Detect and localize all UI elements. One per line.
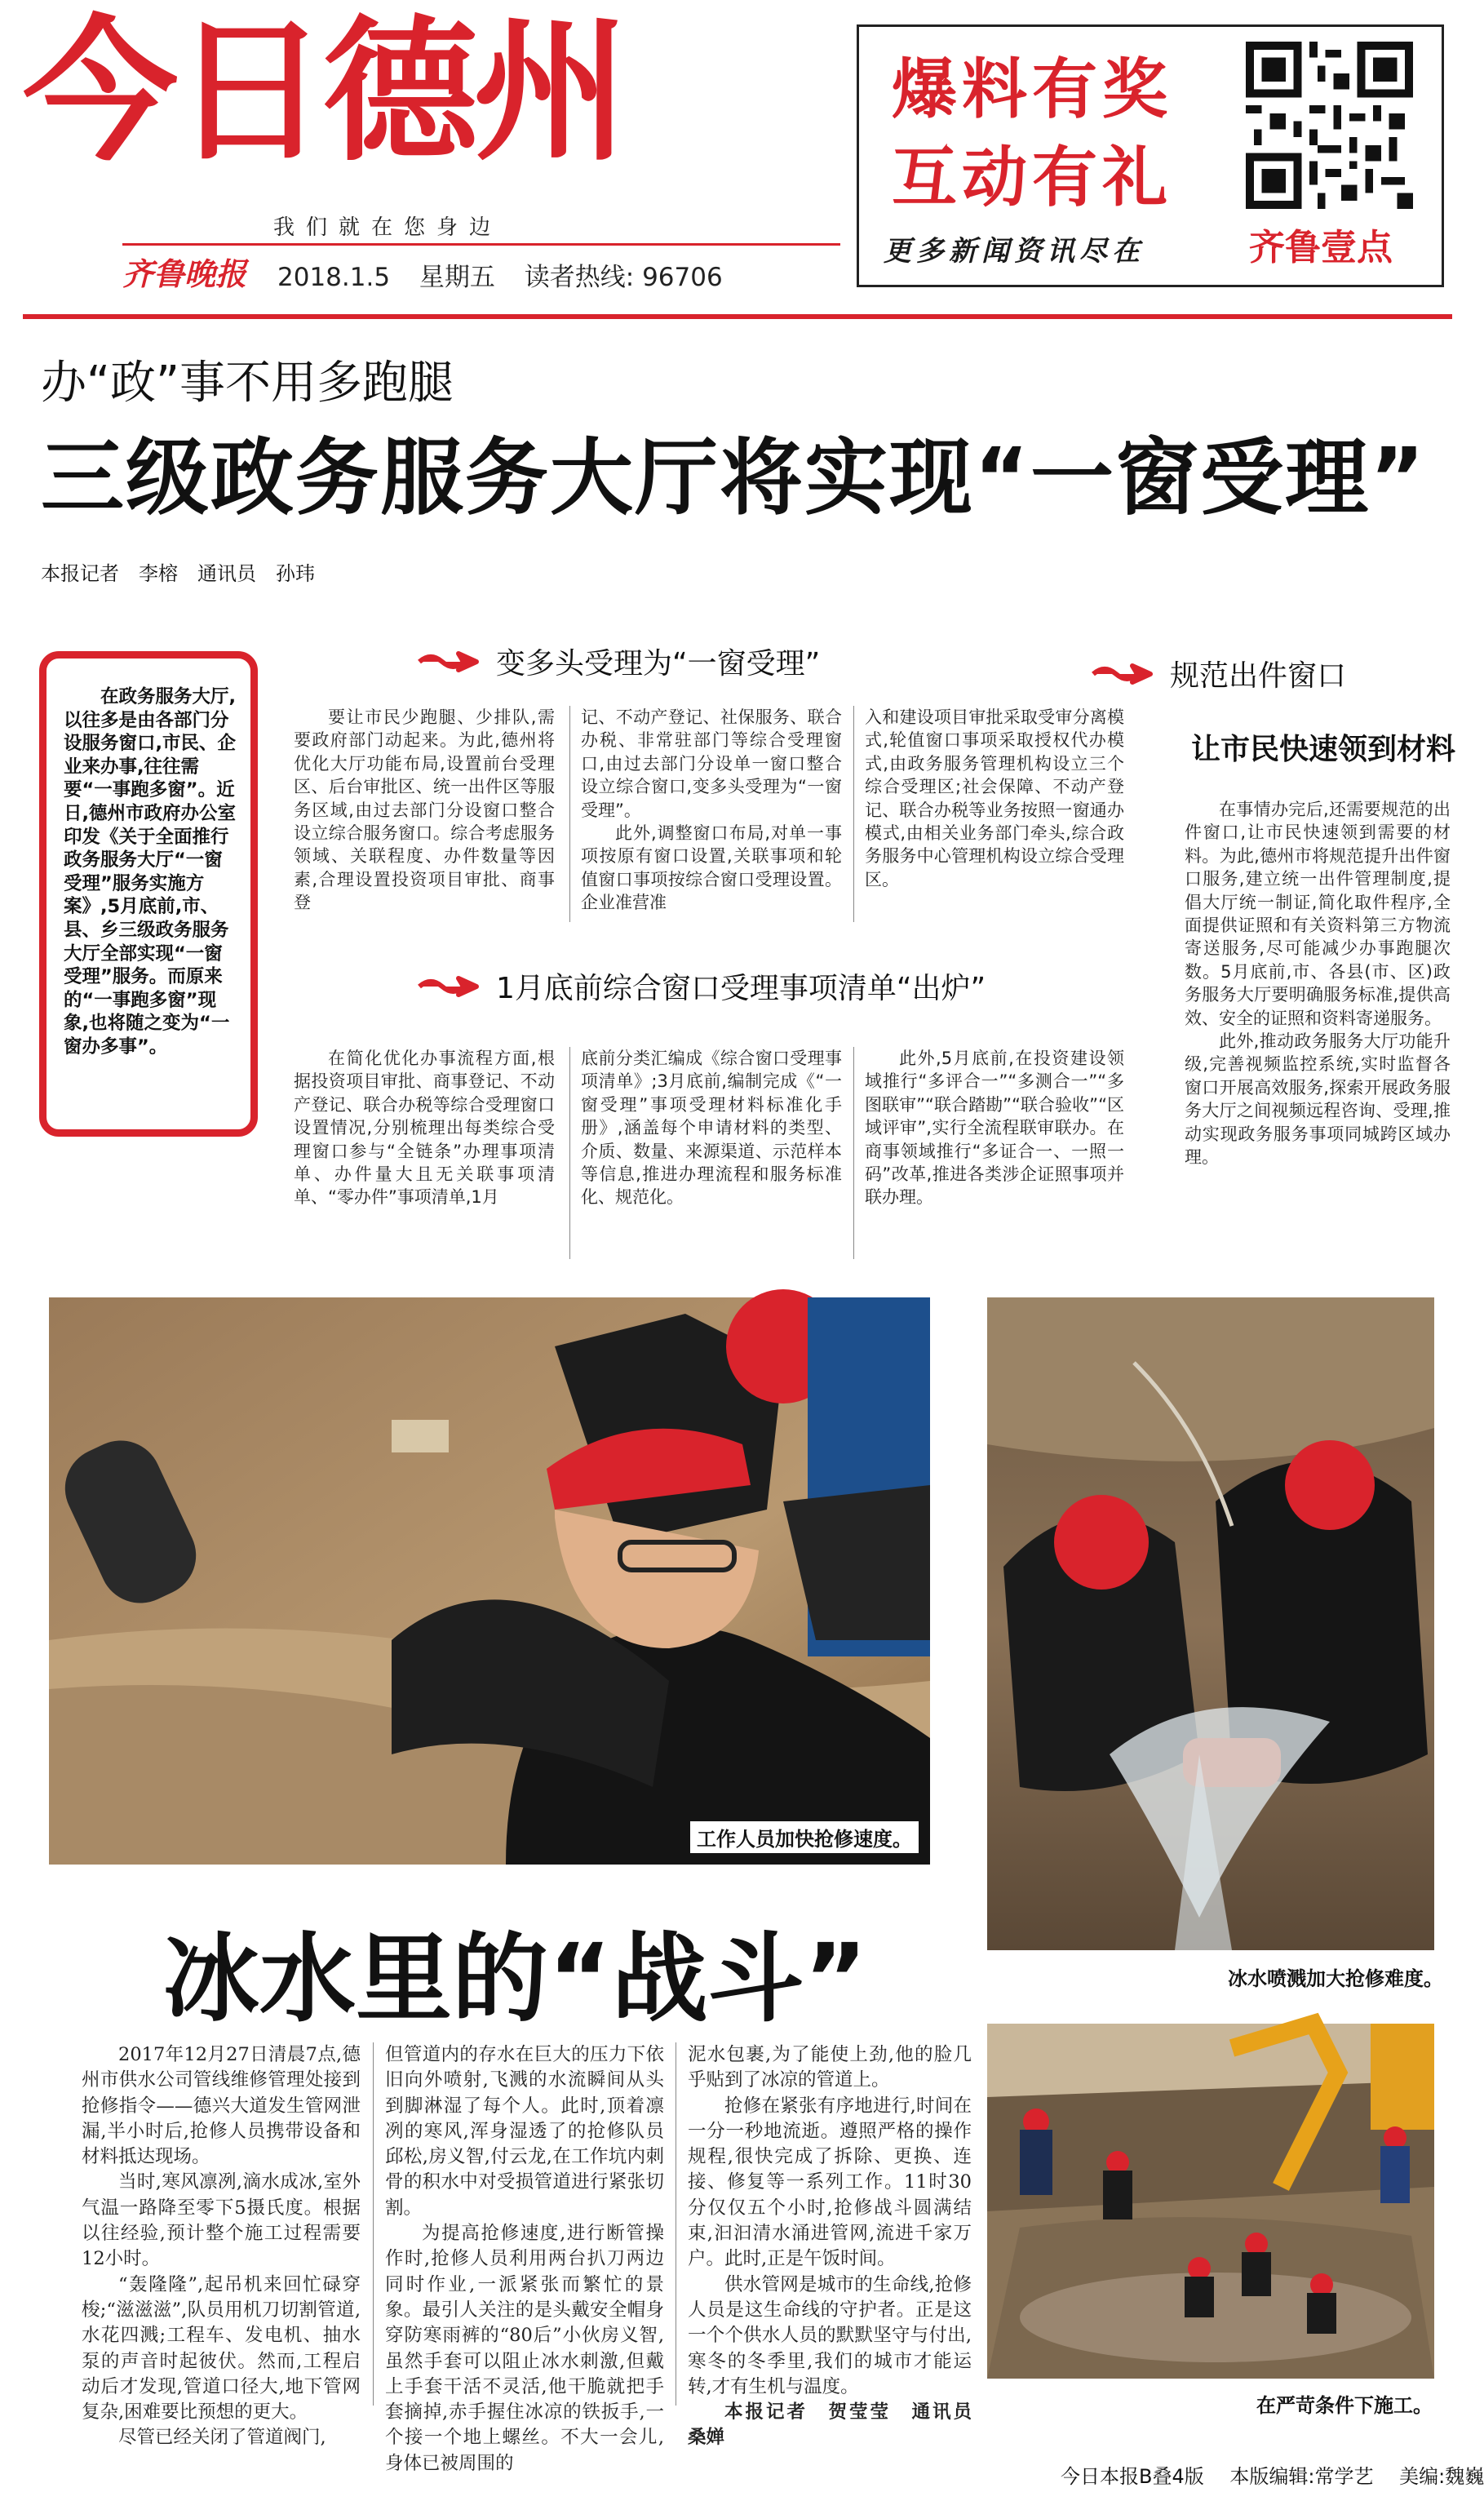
photo-water-spray <box>987 1297 1434 1950</box>
callout-text: 在政务服务大厅,以往多是由各部门分设服务窗口,市民、企业来办事,往往需要“一事跑多窗”。近日,德州市政府办公室印发《关于全面推行政务服务大厅“一窗受理”服务实施方案》,5月底前,市、县、乡三级政务服务大厅全部实现“一窗受理”服务。而原来的“一事跑多窗”现象,也将随之变为“一窗办多事”。 <box>64 686 237 1058</box>
section1-heading <box>418 641 820 682</box>
footer-designer: 美编:魏巍 <box>1399 2465 1484 2488</box>
article2-byline: 本报记者 贺莹莹 通讯员 桑婵 <box>688 2401 990 2449</box>
issue-date: 2018.1.5 <box>277 263 391 292</box>
section2-col3-text: 此外,5月底前,在投资建设领域推行“多评合一”“多测合一”“多图联审”“联合踏勘”“联合验收”“区域评审”,实行全流程联审联办。在商事领域推行“多证合一、一照一码”改革,推进各类涉企证照事项并联办理。 <box>865 1049 1124 1208</box>
article2-col2-text-2: 为提高抢修速度,进行断管操作时,抢修人员利用两台扒刀两边同时作业,一派紧张而繁忙的景象。最引人关注的是头戴安全帽身穿防寒雨裤的“80后”小伙房义智,虽然手套可以阻止冰水刺激,但戴上手套干活不灵活,他干脆就把手套摘掉,赤手握住冰凉的铁扳手,一个接一个地上螺丝。不大一会儿,身体已被周围的 <box>385 2223 664 2474</box>
header-divider <box>23 314 1452 319</box>
section2-column-2 <box>581 1047 842 1209</box>
photo3-caption: 在严苛条件下施工。 <box>1256 2394 1433 2417</box>
section2-title: 1月底前综合窗口受理事项清单“出炉” <box>496 972 986 1005</box>
promo-tagline: 更多新闻资讯尽在 <box>884 235 1145 268</box>
article2-col1-text-1: 2017年12月27日清晨7点,德州市供水公司管线维修管理处接到抢修指令——德兴大道发生管网泄漏,半小时后,抢修人员携带设备和材料抵达现场。 <box>82 2044 361 2168</box>
column-divider <box>373 2042 374 2406</box>
section3-text-2: 此外,推动政务服务大厅功能升级,完善视频监控系统,实时监督各窗口开展高效服务,探索开展政务服务大厅之间视频远程咨询、受理,推动实现政务服务事项同城跨区域办理。 <box>1185 1031 1451 1168</box>
photo-image <box>987 1297 1434 1950</box>
section2-column-1 <box>294 1047 555 1209</box>
article2-column-1 <box>82 2042 361 2451</box>
masthead-slogan: 我们就在您身边 <box>273 215 503 240</box>
promo-line-2: 互动有礼 <box>892 140 1172 215</box>
footer-edition: 今日本报B叠4版 <box>1061 2465 1204 2488</box>
article2-col3-text-1: 泥水包裹,为了能使上劲,他的脸几乎贴到了冰凉的管道上。 <box>688 2044 972 2091</box>
qilu-yidian-logo: 齐鲁壹点 <box>1249 227 1393 268</box>
photo2-caption: 冰水喷溅加大抢修难度。 <box>1228 1967 1443 1990</box>
reader-hotline: 读者热线: 96706 <box>524 263 723 292</box>
article1-kicker: 办“政”事不用多跑腿 <box>41 357 454 410</box>
section1-col1-text: 要让市民少跑腿、少排队,需要政府部门动起来。为此,德州将优化大厅功能布局,设置前台受理区、后台审批区、统一出件区等服务区域,由过去部门分设窗口整合设立综合服务窗口。综合考虑服务领域、关联程度、办件数量等因素,合理设置投资项目审批、商事登 <box>294 707 555 913</box>
section3-subtitle: 让市民快速领到材料 <box>1191 733 1456 766</box>
qr-code-icon[interactable] <box>1246 42 1413 209</box>
footer-editor: 本版编辑:常学艺 <box>1229 2465 1374 2488</box>
article2-column-3 <box>688 2042 990 2451</box>
section3-text-1: 在事情办完后,还需要规范的出件窗口,让市民快速领到需要的材料。为此,德州市将规范提升出件窗口服务,建立统一出件管理制度,提倡大厅统一制证,简化取件程序,全面提供证照和有关资料第三方物流寄送服务,尽可能减少办事跑腿次数。5月底前,市、各县(市、区)政务服务大厅要明确服务标准,提供高效、安全的证照和资料寄递服务。 <box>1185 800 1451 1028</box>
article2-col3-text-3: 供水管网是城市的生命线,抢修人员是这生命线的守护者。正是这一个个供水人员的默默坚守与付出,寒冬的冬季里,我们的城市才能运转,才有生机与温度。 <box>688 2273 972 2397</box>
section1-column-3 <box>865 706 1124 891</box>
promo-line-1: 爆料有奖 <box>892 51 1172 127</box>
section2-col2-text: 底前分类汇编成《综合窗口受理事项清单》;3月底前,编制完成《“一窗受理”事项受理材料标准化手册》,涵盖每个申请材料的类型、介质、数量、来源渠道、示范样本等信息,推进办理流程和服务标准化、规范化。 <box>581 1049 842 1208</box>
section2-col1-text: 在简化优化办事流程方面,根据投资项目审批、商事登记、不动产登记、联合办税等综合受理窗口设置情况,分别梳理出每类综合受理窗口参与“全链条”办理事项清单、办件量大且无关联事项清单、“零办件”事项清单,1月 <box>294 1049 555 1208</box>
column-divider <box>853 706 854 922</box>
photo-excavation-site <box>987 2024 1434 2379</box>
article1-byline: 本报记者 李榕 通讯员 孙玮 <box>41 562 315 585</box>
article2-title: 冰水里的“战斗” <box>163 1922 868 2035</box>
section2-column-3 <box>865 1047 1124 1209</box>
section2-heading <box>418 965 986 1007</box>
masthead-info <box>277 256 744 293</box>
section1-title: 变多头受理为“一窗受理” <box>496 647 821 681</box>
section3-title: 规范出件窗口 <box>1170 659 1347 693</box>
column-divider <box>569 706 570 922</box>
article1-callout <box>64 685 237 1059</box>
photo-image <box>49 1297 930 1865</box>
masthead-brand-logo: 齐鲁晚报 <box>122 255 247 292</box>
article1-headline: 三级政务服务大厅将实现“一窗受理” <box>41 430 1427 527</box>
article2-column-2 <box>385 2042 664 2477</box>
section1-column-2 <box>581 706 842 915</box>
article2-col1-text-3: “轰隆隆”,起吊机来回忙碌穿梭;“滋滋滋”,队员用机刀切割管道,水花四溅;工程车、发电机、抽水泵的声音时起彼伏。然而,工程启动后才发现,管道口径大,地下管网复杂,困难要比预想的更大。 <box>82 2273 361 2423</box>
article2-col1-text-4: 尽管已经关闭了管道阀门, <box>118 2427 326 2449</box>
column-divider <box>569 1047 570 1259</box>
red-arrow-icon <box>1092 658 1152 690</box>
section1-col3-text: 入和建设项目审批采取受审分离模式,轮值窗口事项采取授权代办模式,由政务服务管理机构设立三个综合受理区;社会保障、不动产登记、联合办税等业务按照一窗通办模式,由相关业务部门牵头,综合政务服务中心管理机构设立综合受理区。 <box>865 707 1124 889</box>
issue-weekday: 星期五 <box>419 263 495 292</box>
masthead-title: 今日德州 <box>23 2 624 182</box>
red-arrow-icon <box>418 970 478 1003</box>
photo-image <box>987 2024 1434 2379</box>
article2-col3-text-2: 抢修在紧张有序地进行,时间在一分一秒地流逝。遵照严格的操作规程,很快完成了拆除、更换、连接、修复等一系列工作。11时30分仅仅五个小时,抢修战斗圆满结束,汩汩清水涌进管网,流进千家万户。此时,正是午饭时间。 <box>688 2095 972 2270</box>
article2-col1-text-2: 当时,寒风凛冽,滴水成冰,室外气温一路降至零下5摄氏度。根据以往经验,预计整个施工过程需要12小时。 <box>82 2171 361 2270</box>
article2-col2-text-1: 但管道内的存水在巨大的压力下依旧向外喷射,飞溅的水流瞬间从头到脚淋湿了每个人。此时,顶着凛冽的寒风,浑身湿透了的抢修队员邱松,房义智,付云龙,在工作坑内刺骨的积水中对受损管道进行紧张切割。 <box>385 2044 664 2219</box>
masthead-rule <box>122 243 840 246</box>
photo1-caption: 工作人员加快抢修速度。 <box>690 1821 919 1853</box>
photo-repair-workers <box>49 1297 930 1865</box>
section1-column-1 <box>294 706 555 915</box>
page-footer <box>1061 2460 1484 2489</box>
section1-col2-text-a: 记、不动产登记、社保服务、联合办税、非常驻部门等综合受理窗口,由过去部门分设单一窗口整合设立综合窗口,变多头受理为“一窗受理”。 <box>581 707 842 820</box>
section1-col2-text-b: 此外,调整窗口布局,对单一事项按原有窗口设置,关联事项和轮值窗口事项按综合窗口受理设置。企业准营准 <box>581 823 842 913</box>
promo-box <box>857 24 1444 287</box>
column-divider <box>853 1047 854 1259</box>
section3-heading <box>1092 653 1346 694</box>
section3-column <box>1185 798 1451 1169</box>
red-arrow-icon <box>418 645 478 678</box>
